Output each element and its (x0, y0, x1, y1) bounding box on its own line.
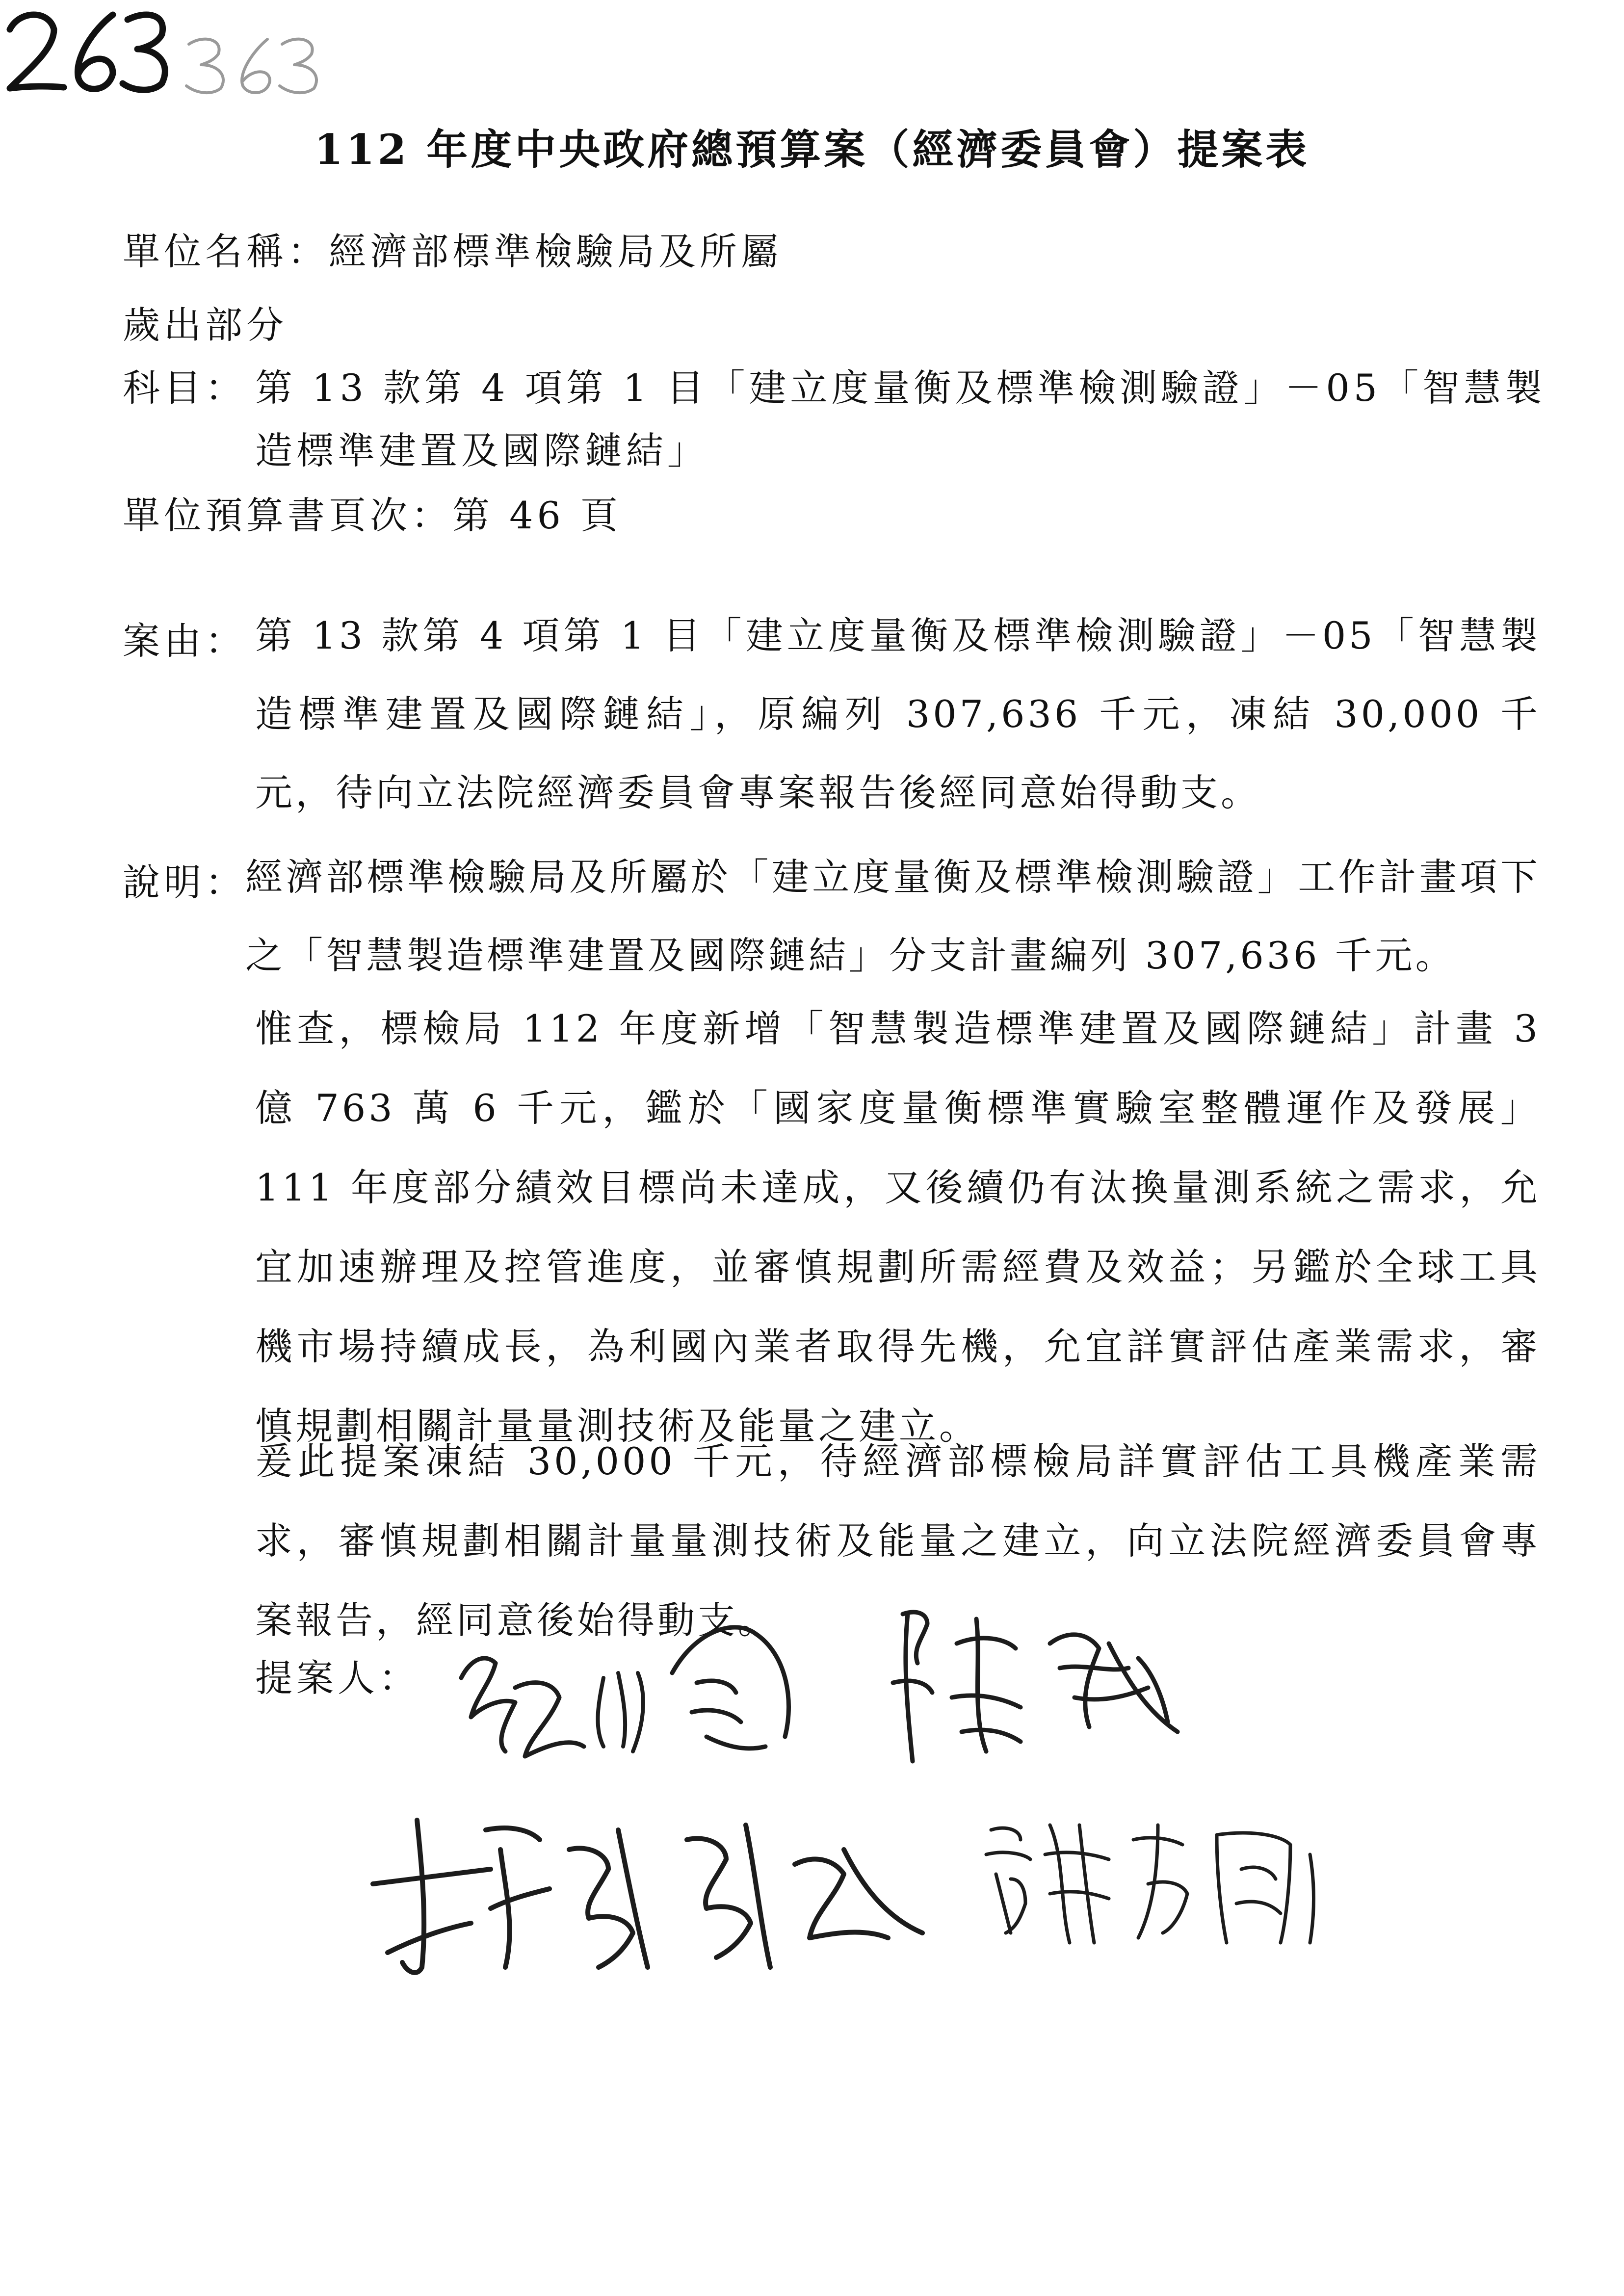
handwritten-signature-4 (976, 1796, 1330, 1953)
expenditure-section: 歲出部分 (123, 303, 288, 347)
handwritten-signature-1 (442, 1599, 844, 1805)
handwritten-signature-3 (343, 1791, 952, 1997)
faint-page-number (179, 25, 326, 98)
explanation-label: 說明： (123, 861, 246, 904)
subject-line-1: 第 13 款第 4 項第 1 目「建立度量衡及標準檢測驗證」－05「智慧製 (255, 366, 1546, 410)
subject-label: 科目： (123, 366, 246, 410)
explanation-paragraph-3: 爰此提案凍結 30,000 千元，待經濟部標檢局詳實評估工具機產業需求，審慎規劃相關計量量測技術及能量之建立，向立法院經濟委員會專案報告，經同意後始得動支。 (255, 1439, 1541, 1642)
handwritten-signature-2 (873, 1585, 1207, 1791)
subject-line-2: 造標準建置及國際鏈結」 (255, 429, 708, 472)
explanation-text: 經濟部標準檢驗局及所屬於「建立度量衡及標準檢測驗證」工作計畫項下之「智慧製造標準建置及國際鏈結」分支計畫編列 307,636 千元。 (245, 855, 1541, 977)
explanation-paragraph-2: 惟查，標檢局 112 年度新增「智慧製造標準建置及國際鏈結」計畫 3 億 763 萬 6 千元，鑑於「國家度量衡標準實驗室整體運作及發展」111 年度部分績效目標尚未達成，又後續仍有汰換量測系統之需求，允宜加速辦理及控管進度，並審慎規劃所需經費及效益；另鑑於全球工具機市場持續成長，為利國內業者取得先機，允宜詳實評估產業需求，審慎規劃相關計量量測技術及能量之建立。 (255, 1007, 1541, 1448)
case-label: 案由： (123, 619, 246, 663)
document-title: 112 年度中央政府總預算案（經濟委員會）提案表 (314, 125, 1310, 174)
handwritten-page-number (0, 0, 177, 98)
unit-name: 單位名稱：經濟部標準檢驗局及所屬 (123, 230, 782, 273)
budget-page-ref: 單位預算書頁次：第 46 頁 (123, 494, 622, 537)
proposer-label: 提案人： (255, 1656, 420, 1700)
case-text: 第 13 款第 4 項第 1 目「建立度量衡及標準檢測驗證」－05「智慧製造標準建置及國際鏈結」，原編列 307,636 千元，凍結 30,000 千元，待向立法院經濟委員會專案報告後經同意始得動支。 (255, 614, 1541, 814)
